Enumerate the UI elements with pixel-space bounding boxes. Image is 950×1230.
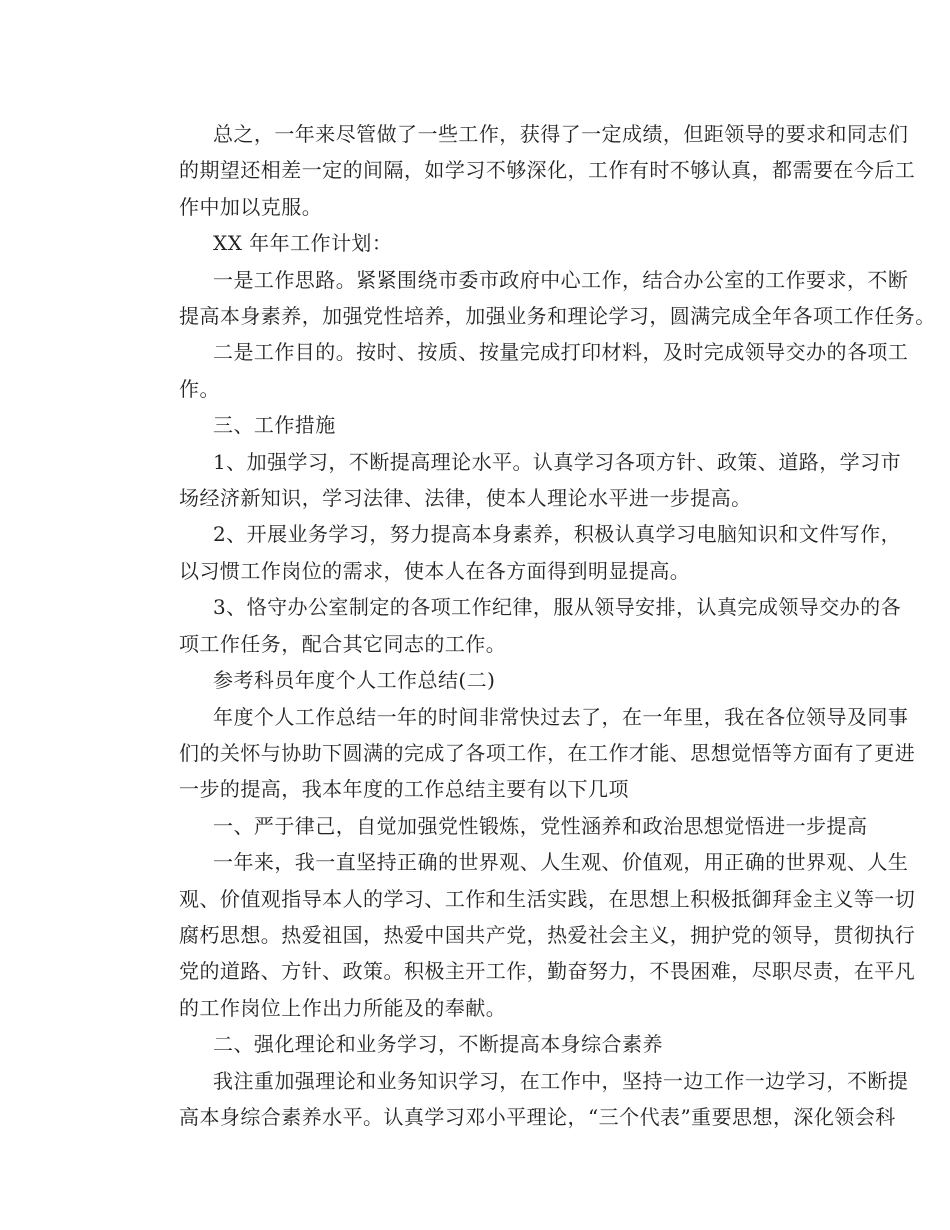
text-line: 腐朽思想。热爱祖国，热爱中国共产党，热爱社会主义，拥护党的领导，贯彻执行 [179, 922, 916, 947]
text-line: 二是工作目的。按时、按质、按量完成打印材料，及时完成领导交办的各项工 [213, 340, 909, 365]
text-line: 场经济新知识，学习法律、法律，使本人理论水平进一步提高。 [179, 486, 752, 511]
text-line: 观、价值观指导本人的学习、工作和生活实践，在思想上积极抵御拜金主义等一切 [179, 886, 916, 911]
paragraph [139, 262, 936, 335]
text-line: 的工作岗位上作出力所能及的奉献。 [179, 995, 507, 1020]
paragraph [139, 334, 909, 407]
text-line: 3、恪守办公室制定的各项工作纪律，服从领导安排，认真完成领导交办的各 [213, 595, 902, 620]
text-line: 党的道路、方针、政策。积极主开工作，勤奋努力，不畏困难，尽职尽责，在平凡 [179, 959, 916, 984]
text-line: 一是工作思路。紧紧围绕市委市政府中心工作，结合办公室的工作要求，不断 [213, 267, 909, 292]
text-line: 作中加以克服。 [179, 194, 323, 219]
text-line: 年度个人工作总结一年的时间非常快过去了，在一年里，我在各位领导及同事 [213, 704, 909, 729]
paragraph [139, 1063, 909, 1136]
text-line: 项工作任务，配合其它同志的工作。 [179, 631, 507, 656]
paragraph [139, 844, 916, 1026]
paragraph [139, 225, 815, 261]
text-line: 的期望还相差一定的间隔，如学习不够深化，工作有时不够认真，都需要在今后工 [179, 158, 916, 183]
paragraph [139, 1026, 815, 1062]
paragraph [139, 589, 902, 662]
paragraph [139, 116, 916, 225]
paragraph [139, 444, 902, 517]
text-line: 2、开展业务学习，努力提高本身素养，积极认真学习电脑知识和文件写作， [213, 522, 902, 547]
text-line: 作。 [179, 376, 220, 401]
text-line: 一年来，我一直坚持正确的世界观、人生观、价值观，用正确的世界观、人生 [213, 850, 909, 875]
text-line: 二、强化理论和业务学习，不断提高本身综合素养 [213, 1032, 663, 1057]
text-line: 参考科员年度个人工作总结(二) [213, 668, 496, 693]
document-body [139, 116, 936, 1135]
text-line: 我注重加强理论和业务知识学习，在工作中，坚持一边工作一边学习，不断提 [213, 1068, 909, 1093]
text-line: 一、严于律己，自觉加强党性锻炼，党性涵养和政治思想觉悟进一步提高 [213, 813, 868, 838]
paragraph [139, 662, 815, 698]
text-line: 提高本身素养，加强党性培养，加强业务和理论学习，圆满完成全年各项工作任务。 [179, 304, 936, 329]
text-line: XX 年年工作计划： [213, 231, 393, 256]
text-line: 1、加强学习，不断提高理论水平。认真学习各项方针、政策、道路，学习市 [213, 449, 902, 474]
paragraph [139, 699, 916, 808]
paragraph [139, 516, 902, 589]
text-line: 以习惯工作岗位的需求，使本人在各方面得到明显提高。 [179, 558, 691, 583]
text-line: 高本身综合素养水平。认真学习邓小平理论，“三个代表”重要思想，深化领会科 [179, 1104, 896, 1129]
text-line: 们的关怀与协助下圆满的完成了各项工作，在工作才能、思想觉悟等方面有了更进 [179, 740, 916, 765]
text-line: 一步的提高，我本年度的工作总结主要有以下几项 [179, 777, 629, 802]
text-line: 三、工作措施 [213, 413, 336, 438]
paragraph [139, 407, 815, 443]
paragraph [139, 808, 868, 844]
text-line: 总之，一年来尽管做了一些工作，获得了一定成绩，但距领导的要求和同志们 [213, 122, 909, 146]
